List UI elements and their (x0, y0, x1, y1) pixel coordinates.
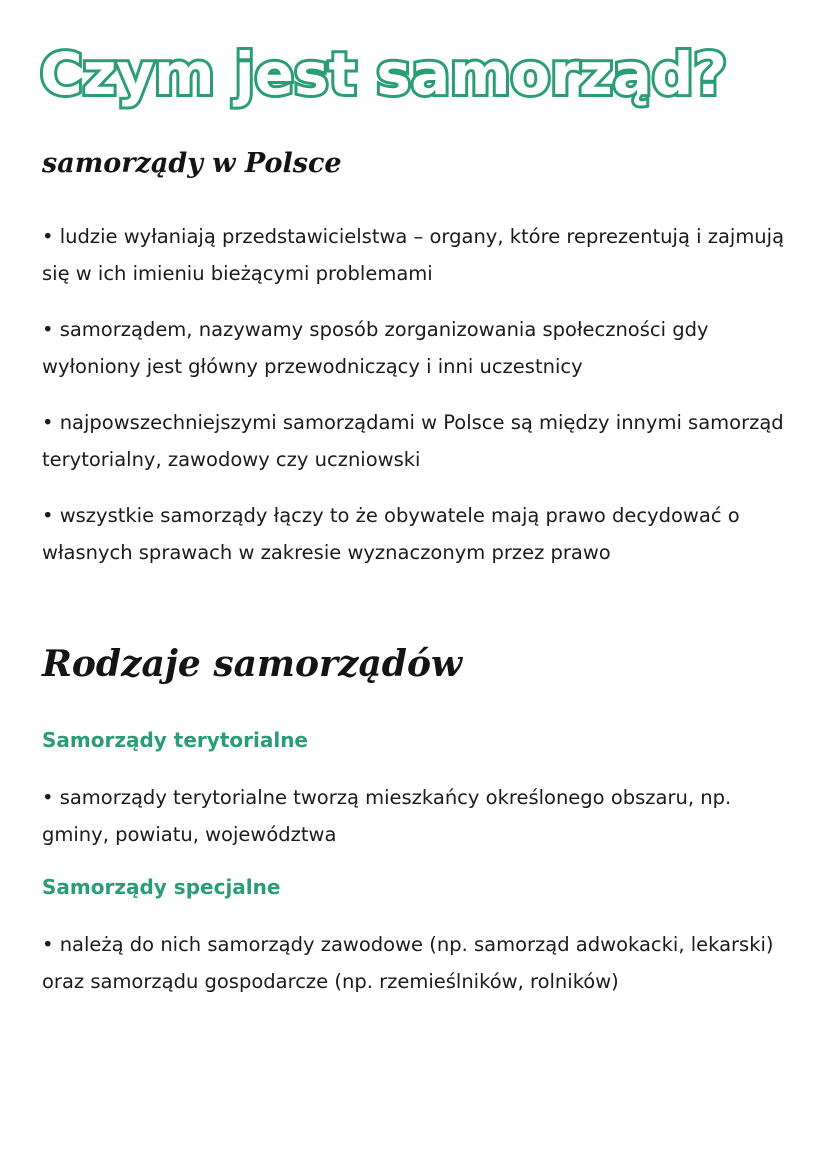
bullet-paragraph: • należą do nich samorządy zawodowe (np. samorząd adwokacki, lekarski) oraz samorządu gospodarcze (np. rzemieślników, rolników) (42, 933, 774, 993)
bullet-paragraph: • samorządy terytorialne tworzą mieszkańcy określonego obszaru, np. gminy, powiatu, województwa (42, 786, 732, 846)
bullet-paragraph: • samorządem, nazywamy sposób zorganizowania społeczności gdy wyłoniony jest główny przewodniczący i inni uczestnicy (42, 318, 709, 378)
bullet-paragraph: • najpowszechniejszymi samorządami w Polsce są między innymi samorząd terytorialny, zawodowy czy uczniowski (42, 411, 784, 471)
bullet-paragraph: • wszystkie samorządy łączy to że obywatele mają prawo decydować o własnych sprawach w zakresie wyznaczonym przez prawo (42, 504, 740, 564)
page-title: Czym jest samorząd? (40, 40, 728, 108)
section-heading-rodzaje-samorzadow: Rodzaje samorządów (42, 643, 462, 685)
bullet-paragraph: • ludzie wyłaniają przedstawicielstwa – organy, które reprezentują i zajmują się w ich imieniu bieżącymi problemami (42, 225, 785, 285)
section-heading-samorzady-w-polsce: samorządy w Polsce (42, 148, 342, 179)
subsection-title-terytorialne: Samorządy terytorialne (42, 728, 308, 752)
subsection-title-specjalne: Samorządy specjalne (42, 875, 281, 899)
